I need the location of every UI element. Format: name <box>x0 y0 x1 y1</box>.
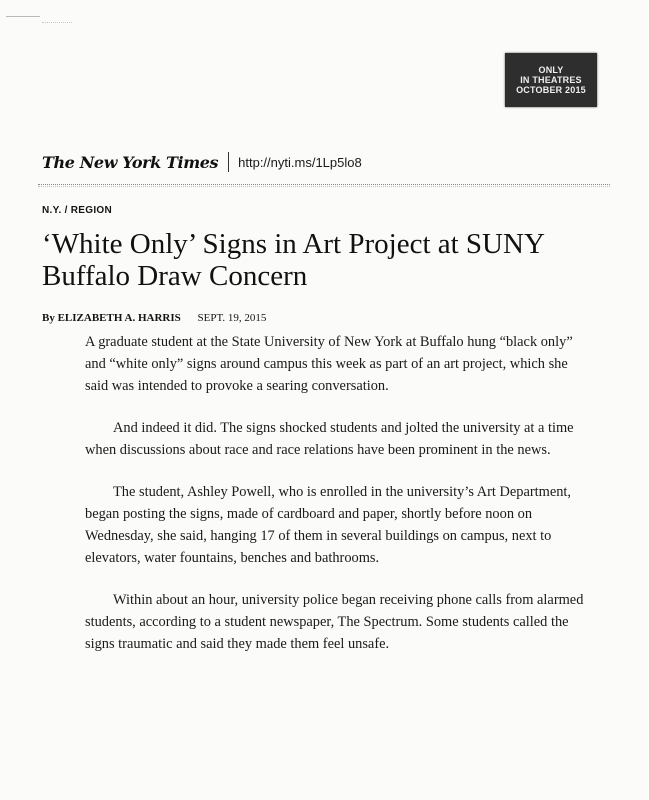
stamp-line: ONLY <box>538 65 564 75</box>
stamp-line: OCTOBER 2015 <box>516 85 586 95</box>
headline: ‘White Only’ Signs in Art Project at SUNY Buffalo Draw Concern <box>42 228 544 292</box>
header-rule <box>38 186 610 187</box>
publish-date: SEPT. 19, 2015 <box>197 312 267 324</box>
nyt-logo: The New York Times <box>42 152 219 172</box>
paragraph: The student, Ashley Powell, who is enrolled in the university’s Art Department, began posting the signs, made of cardboard and paper, shortly before noon on Wednesday, she said, hanging 17 of them in several buildings on campus, next to elevators, water fountains, benches and bathrooms. <box>85 484 572 566</box>
paragraph: Within about an hour, university police began receiving phone calls from alarmed students, according to a student newspaper, The Spectrum. Some students called the signs traumatic and said they made them feel unsafe. <box>85 592 584 652</box>
paragraph: A graduate student at the State University of New York at Buffalo hung “black only” and “white only” signs around campus this week as part of an art project, which she said was intended to provoke a searing conversation. <box>85 334 573 394</box>
masthead-divider <box>228 152 229 172</box>
paragraph: And indeed it did. The signs shocked students and jolted the university at a time when discussions about race and race relations have been prominent in the news. <box>85 420 574 458</box>
article-short-link[interactable]: http://nyti.ms/1Lp5lo8 <box>238 154 362 170</box>
header-rule <box>38 184 610 185</box>
byline <box>42 312 266 324</box>
scan-mark <box>42 22 72 24</box>
masthead <box>42 150 362 174</box>
section-label: N.Y. / REGION <box>42 205 113 216</box>
stamp-line: IN THEATRES <box>520 75 582 85</box>
author: By ELIZABETH A. HARRIS <box>42 312 181 324</box>
article-body <box>85 331 585 675</box>
scan-mark <box>6 16 40 23</box>
theatre-stamp <box>505 53 597 107</box>
